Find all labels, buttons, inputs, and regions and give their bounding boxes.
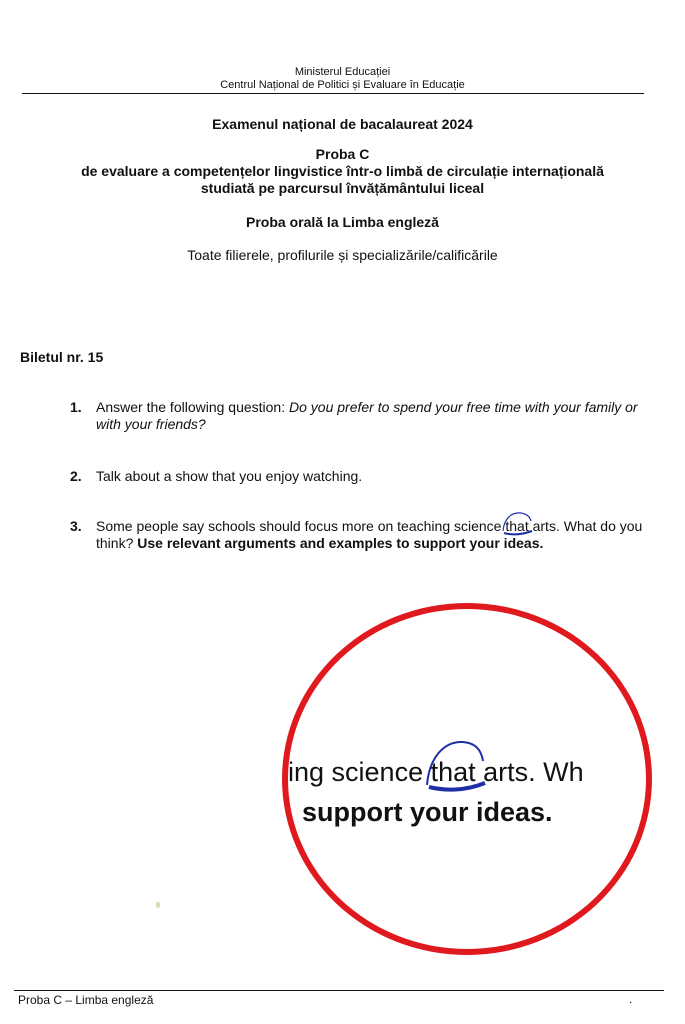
zoom-pen-ink-mark xyxy=(423,733,493,797)
zoom-circle xyxy=(282,603,652,955)
header-divider xyxy=(22,93,644,94)
question-2 xyxy=(70,468,660,485)
zoom-line-2: support your ideas. xyxy=(302,797,553,827)
question-1 xyxy=(70,399,660,433)
footer-divider xyxy=(14,990,664,991)
ink-marked-word xyxy=(505,518,528,535)
zoom-line-1 xyxy=(288,757,584,788)
proba-label: Proba C xyxy=(315,146,370,162)
question-text xyxy=(96,399,660,433)
question-3 xyxy=(70,518,660,552)
zoom-after: arts. Wh xyxy=(475,757,584,787)
zoom-ink-marked-word xyxy=(431,757,476,788)
footer-label: Proba C – Limba engleză xyxy=(18,993,154,1007)
question-number: 3. xyxy=(70,518,82,534)
question-before: Some people say schools should focus more on teaching science xyxy=(96,518,506,534)
question-text: Talk about a show that you enjoy watching. xyxy=(96,468,363,484)
pen-ink-mark xyxy=(501,509,535,537)
zoom-before: ing science xyxy=(288,757,431,787)
streams-label: Toate filierele, profilurile și specializările/calificările xyxy=(187,247,498,263)
exam-subtitle xyxy=(0,163,685,197)
zoom-ink-word: that xyxy=(430,757,476,787)
center-name: Centrul Național de Politici și Evaluare în Educație xyxy=(220,79,465,91)
question-text xyxy=(96,518,660,552)
ticket-number: Biletul nr. 15 xyxy=(20,349,104,365)
question-italic: Do you prefer to spend your free time with your family or with your friends? xyxy=(96,399,638,432)
question-prefix: Answer the following question: xyxy=(96,399,289,415)
exam-title: Examenul național de bacalaureat 2024 xyxy=(212,116,473,132)
question-number: 2. xyxy=(70,468,82,484)
subtitle-line-2: studiată pe parcursul învățământului liceal xyxy=(200,180,485,196)
document-header xyxy=(0,66,685,92)
footer-dot: . xyxy=(629,992,633,1006)
scan-speck xyxy=(156,902,160,908)
question-bold: Use relevant arguments and examples to support your ideas. xyxy=(137,535,544,551)
ink-word: that xyxy=(505,518,529,534)
ministry-name: Ministerul Educației xyxy=(294,66,391,78)
question-number: 1. xyxy=(70,399,82,415)
subtitle-line-1: de evaluare a competențelor lingvistice într-o limbă de circulație internațională xyxy=(81,163,604,179)
question-after: arts. What do you think? xyxy=(96,518,643,551)
oral-exam-label: Proba orală la Limba engleză xyxy=(246,214,439,230)
